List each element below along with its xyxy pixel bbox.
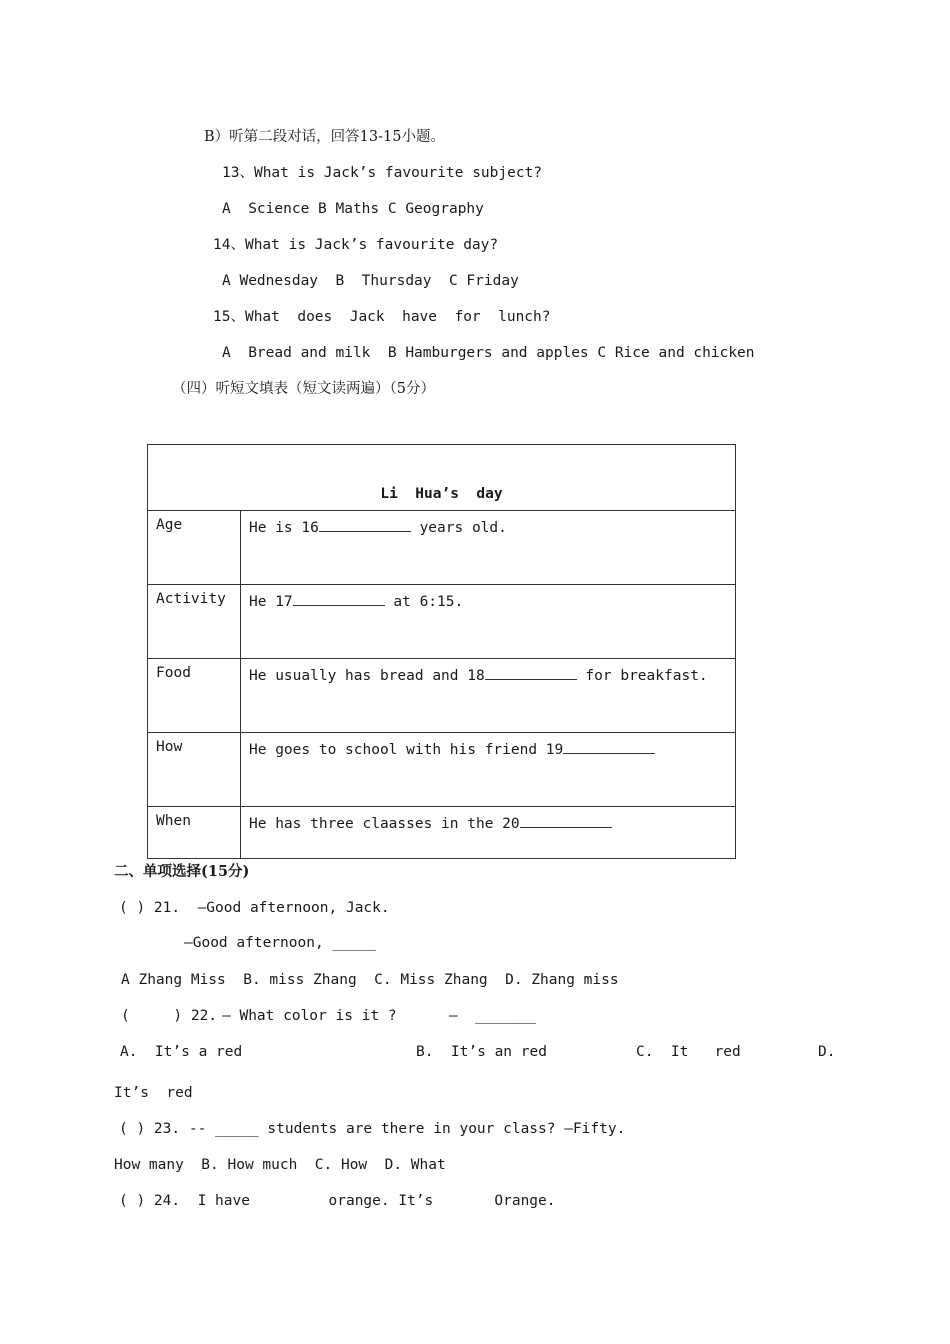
question-15-options: A Bread and milk B Hamburgers and apples C Rice and chicken: [222, 345, 755, 361]
row-content: [241, 585, 736, 659]
answer-blank[interactable]: [520, 813, 612, 828]
table-row: [148, 659, 736, 733]
question-15: 15、What does Jack have for lunch?: [213, 309, 551, 325]
question-14: 14、What is Jack’s favourite day?: [213, 237, 499, 253]
question-22-number: ( ) 22.: [121, 1008, 218, 1024]
table-title-row: [148, 445, 736, 511]
row-content: [241, 659, 736, 733]
question-21: ( ) 21. –Good afternoon, Jack.: [119, 900, 390, 916]
table-row: [148, 733, 736, 807]
table-row: [148, 511, 736, 585]
row-text: He is 16: [249, 520, 319, 536]
question-23: ( ) 23. -- _____ students are there in your class? –Fifty.: [119, 1121, 626, 1137]
question-22-option-b: B. It’s an red: [416, 1044, 547, 1060]
row-label: Age: [148, 511, 241, 585]
row-label: Activity: [148, 585, 241, 659]
question-22-option-c: C. It red: [636, 1044, 741, 1060]
li-hua-day-table: [147, 444, 736, 859]
row-label: How: [148, 733, 241, 807]
question-22-option-a: A. It’s a red: [120, 1044, 243, 1060]
table-title: Li Hua’s day: [148, 445, 736, 511]
row-content: [241, 807, 736, 859]
row-label: Food: [148, 659, 241, 733]
row-text: years old.: [410, 520, 507, 536]
table-row: [148, 585, 736, 659]
question-22: — What color is it ? — _______: [222, 1008, 537, 1024]
question-24: ( ) 24. I have orange. It’s Orange.: [119, 1193, 556, 1209]
row-label: When: [148, 807, 241, 859]
answer-blank[interactable]: [319, 517, 411, 532]
row-text: He goes to school with his friend 19: [249, 742, 564, 758]
question-23-options: How many B. How much C. How D. What: [114, 1157, 446, 1173]
answer-blank[interactable]: [485, 665, 577, 680]
section-4-heading: （四）听短文填表（短文读两遍）（5分）: [172, 381, 435, 397]
table-row: [148, 807, 736, 859]
question-22-option-d: D.: [818, 1044, 836, 1060]
row-content: [241, 733, 736, 807]
question-14-options: A Wednesday B Thursday C Friday: [222, 273, 519, 289]
row-text: at 6:15.: [384, 594, 464, 610]
question-21-reply: –Good afternoon, _____: [184, 935, 377, 951]
row-text: He has three claasses in the 20: [249, 816, 520, 832]
answer-blank[interactable]: [563, 739, 655, 754]
row-text: for breakfast.: [576, 668, 708, 684]
listening-b-heading: B）听第二段对话，回答13-15小题。: [204, 129, 445, 145]
question-22-option-d-text: It’s red: [114, 1085, 193, 1101]
question-13-options: A Science B Maths C Geography: [222, 201, 484, 217]
row-text: He 17: [249, 594, 293, 610]
question-13: 13、What is Jack’s favourite subject?: [222, 165, 543, 181]
question-21-options: A Zhang Miss B. miss Zhang C. Miss Zhang D. Zhang miss: [121, 972, 619, 988]
part-2-heading: 二、单项选择(15分): [114, 863, 250, 880]
row-content: [241, 511, 736, 585]
answer-blank[interactable]: [293, 591, 385, 606]
row-text: He usually has bread and 18: [249, 668, 485, 684]
